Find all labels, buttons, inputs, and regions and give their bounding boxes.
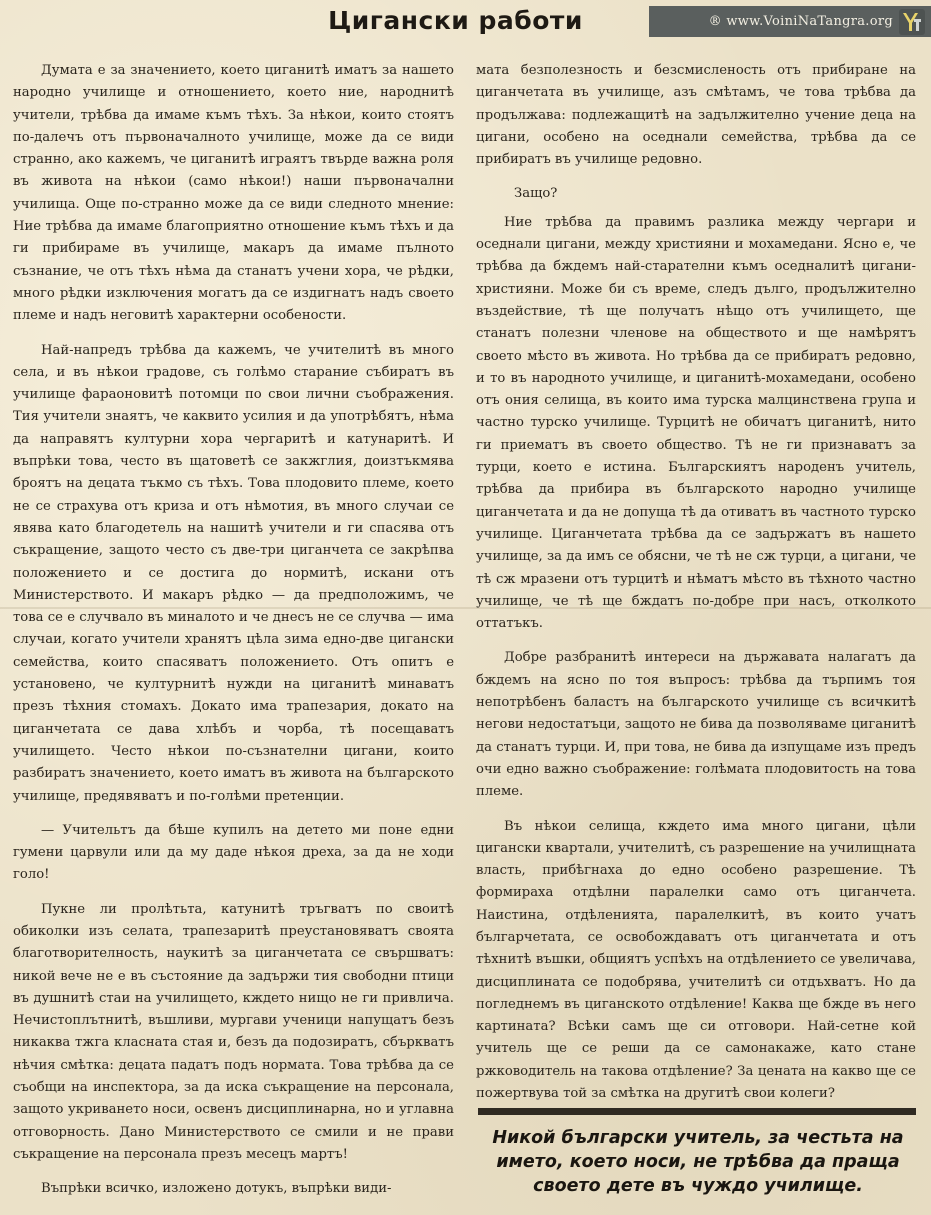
paragraph: Ние трѣбва да правимъ разлика между чергари и оседнали цигани, между християни и мохамедани. Ясно е, че трѣбва да бждемъ най-старателни къмъ оседналитѣ цигани-християни. Може би съ време, следъ дълго, продължително въздействие, тѣ ще получатъ нѣщо отъ училището, ще станатъ полезни членове на обществото и ще намѣрятъ своето мѣсто въ живота. Но трѣбва да се прибиратъ редовно, и то въ народното училище, и циганитѣ-мохамедани, особено отъ ония селища, въ които има турска малцинствена група и частно турско училище. Турцитѣ не обичатъ циганитѣ, нито ги приематъ въ своето общество. Тѣ не ги признаватъ за турци, което е истина. Българскиятъ народенъ учитель, трѣбва да прибира въ българското народно училище циганчетата и да не допуща тѣ да отиватъ въ частното турско училище. Циганчетата трѣбва да се задържатъ въ нашето училище, за да имъ се обясни, че тѣ не сж турци, а цигани, че тѣ сж мразени отъ турцитѣ и нѣматъ мѣсто въ тѣхното частно училище, че тѣ ще бждатъ по-добре при насъ, отколкото оттатъкъ. — [476, 214, 916, 632]
paragraph: Думата е за значението, което циганитѣ иматъ за нашето народно училище и отношението, което ние, народнитѣ учители, трѣбва да имаме къмъ тѣхъ. За нѣкои, които стоятъ по-далечъ отъ първоначалното училище, може да се види странно, ако кажемъ, че циганитѣ играятъ твърде важна роля въ живота на нѣкои (само нѣкои!) наши първоначални училища. Още по-странно може да се види следното мнение: Ние трѣбва да имаме благоприятно отношение къмъ тѣхъ и да ги прибираме въ училище, макаръ да имаме пълното съзнание, че отъ тѣхъ нѣма да станатъ учени хора, че рѣдки, много рѣдки изключения могатъ да се издигнатъ надъ своето племе и надъ неговитѣ характерни особености. — [13, 63, 454, 324]
watermark-text: ® www.VoiniNaTangra.org — [708, 14, 893, 29]
paragraph: Най-напредъ трѣбва да кажемъ, че учителитѣ въ много села, и въ нѣкои градове, съ голѣмо старание събиратъ въ училище фараоновитѣ потомци по свои лични съображения. Тия учители знаятъ, че каквито усилия и да употрѣбятъ, нѣма да направятъ културни хора чергаритѣ и катунаритѣ. И въпрѣки това, често въ щатоветѣ се закжглия, доизтъкмява броятъ на децата тъкмо съ тѣхъ. Това плодовито племе, което не се страхува отъ криза и отъ нѣмотия, въ много случаи се явява като благодетель на нашитѣ учители и ги спасява отъ съкращение, защото често съ две-три циганчета се закрѣпва положението и се достига до нормитѣ, искани отъ Министерството. И макаръ рѣдко — да предположимъ, че това се е случвало въ миналото и че днесъ не се случва — има случаи, когато учители хранятъ цѣла зима едно-две цигански семейства, които спасяватъ положението. Отъ опитъ е установено, че културнитѣ нужди на циганитѣ минаватъ презъ тѣхния стомахъ. Докато има трапезария, докато на циганчетата се дава хлѣбъ и чорба, тѣ посещаватъ училището. Често нѣкои по-съзнателни цигани, които разбиратъ значението, което иматъ въ живота на българското училище, предявяватъ и по-голѣми претенции. — [13, 342, 454, 804]
left-column — [13, 60, 454, 1213]
paragraph: Добре разбранитѣ интереси на държавата налагатъ да бждемъ на ясно по тоя въпросъ: трѣбва да търпимъ тоя непотрѣбенъ баластъ на българското училище съ всичкитѣ негови недостатъци, защото не бива да позволяваме циганитѣ да станатъ турци. И, при това, не бива да изпущаме изъ предъ очи едно важно съображение: голѣмата плодовитость на това племе. — [476, 650, 916, 800]
vnt-logo-icon — [899, 9, 925, 35]
paragraph: Въпрѣки всичко, изложено дотукъ, въпрѣки види- — [41, 1181, 392, 1197]
paragraph-continuation: мата безполезность и безсмисленость отъ прибиране на циганчетата въ училище, азъ смѣтамъ, че това трѣбва да продължава: подлежащитѣ на задължително учение деца на цигани, особено на оседнали семейства, трѣбва да се прибиратъ въ училище редовно. — [476, 63, 916, 168]
right-column — [476, 60, 916, 1117]
paragraph: Въ нѣкои селища, кждето има много цигани, цѣли цигански квартали, учителитѣ, съ разрешение на училищната власть, прибѣгнаха до едно особено разрешение. Тѣ формираха отдѣлни паралелки само отъ циганчета. Наистина, отдѣленията, паралелкитѣ, въ които учатъ българчетата, се освобождаватъ отъ циганчетата и отъ тѣхнитѣ въшки, общиятъ успѣхъ на отдѣлението се увеличава, дисциплината се подобрява, учителитѣ си отдъхватъ. Но да погледнемъ въ циганското отдѣление! Каква ще бжде въ него картината? Всѣки самъ ще си отговори. Най-сетне кой учитель ще се реши да се самонакаже, като стане ржководитель на такова отдѣление? За цената на какво ще се пожертвува той за смѣтка на другитѣ свои колеги? — [476, 818, 916, 1102]
closing-banner: Никой български учитель, за честьта на името, което носи, не трѣбва да праща своето дете въ чуждо училище. — [492, 1128, 904, 1196]
divider-rule — [478, 1108, 916, 1115]
paragraph: Пукне ли пролѣтьта, катунитѣ тръгватъ по своитѣ обиколки изъ селата, трапезаритѣ преустановяватъ своята благотворителность, наукитѣ за циганчетата се свършватъ: никой вече не е въ състояние да задържи тия свободни птици въ душнитѣ стаи на училището, кждето нищо не ги привлича. Нечистоплътнитѣ, въшливи, мургави ученици напущатъ безъ никаква тжга класната стая и, безъ да подозиратъ, сбъркватъ нѣчия смѣтка: децата падатъ подъ нормата. Това трѣбва да се съобщи на инспектора, за да иска съкращение на персонала, защото укриването носи, освенъ дисциплинарна, но и углавна отговорность. Дано Министерството се смили и не прави съкращение на персонала презъ месецъ мартъ! — [13, 901, 454, 1162]
paragraph: — Учительтъ да бѣше купилъ на детето ми поне едни гумени царвули или да му даде нѣкоя дреха, за да не ходи голо! — [13, 822, 454, 883]
question-heading: Защо? — [514, 186, 558, 202]
watermark-banner — [649, 6, 931, 37]
article-title: Цигански работи — [328, 6, 583, 35]
